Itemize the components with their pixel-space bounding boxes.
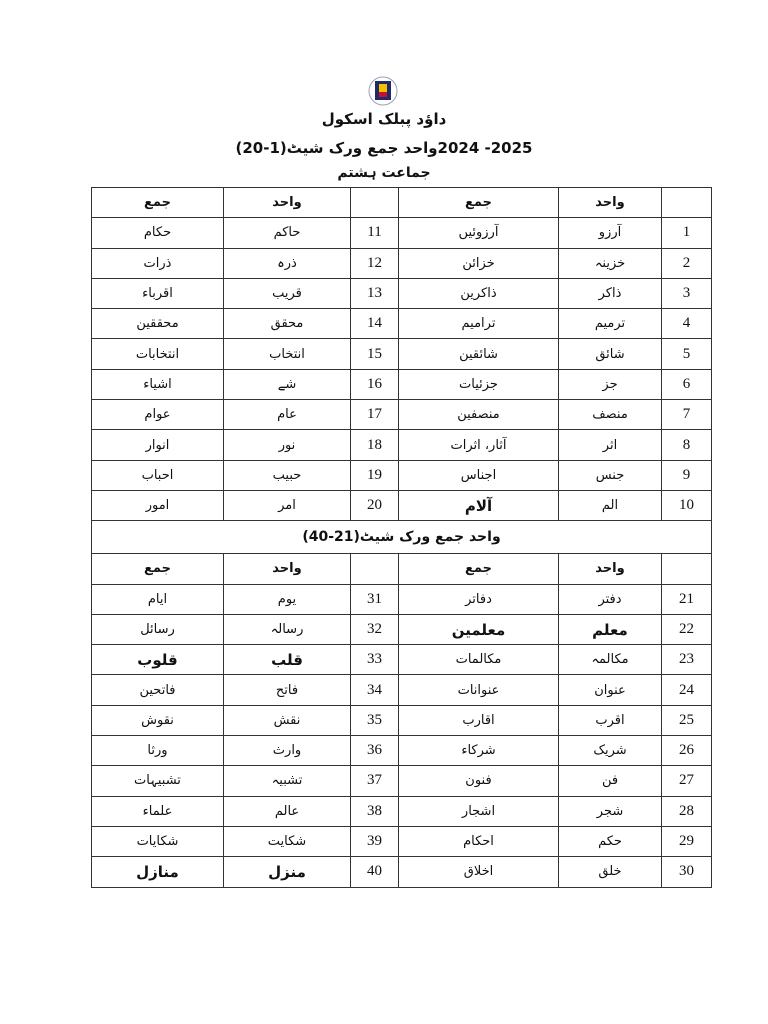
singular-cell: معلم — [559, 614, 662, 644]
plural-cell: آثار، اثرات — [399, 430, 559, 460]
number-cell: 32 — [351, 614, 399, 644]
header-number — [351, 554, 399, 584]
table-row — [92, 460, 712, 490]
table-row — [92, 675, 712, 705]
singular-cell: تشبیہ — [224, 766, 351, 796]
table-row — [92, 736, 712, 766]
plural-cell: رسائل — [92, 614, 224, 644]
singular-cell: عنوان — [559, 675, 662, 705]
plural-cell: مکالمات — [399, 645, 559, 675]
number-cell: 18 — [351, 430, 399, 460]
number-cell: 5 — [662, 339, 712, 369]
plural-cell: جزئیات — [399, 369, 559, 399]
number-cell: 24 — [662, 675, 712, 705]
singular-cell: شکایت — [224, 826, 351, 856]
plural-cell: ورثا — [92, 736, 224, 766]
plural-cell: اخلاق — [399, 857, 559, 887]
number-cell: 29 — [662, 826, 712, 856]
singular-cell: ذاکر — [559, 278, 662, 308]
singular-cell: منصف — [559, 400, 662, 430]
header-number — [662, 554, 712, 584]
plural-cell: خزائن — [399, 248, 559, 278]
plural-cell: حکام — [92, 218, 224, 248]
number-cell: 38 — [351, 796, 399, 826]
table-row — [92, 826, 712, 856]
table-row — [92, 584, 712, 614]
plural-cell: شکایات — [92, 826, 224, 856]
plural-cell: امور — [92, 490, 224, 520]
singular-cell: جز — [559, 369, 662, 399]
table-row — [92, 766, 712, 796]
plural-cell: احباب — [92, 460, 224, 490]
plural-cell: آرزوئیں — [399, 218, 559, 248]
singular-cell: جنس — [559, 460, 662, 490]
number-cell: 7 — [662, 400, 712, 430]
header-number — [351, 188, 399, 218]
plural-cell: منصفین — [399, 400, 559, 430]
header-singular: واحد — [559, 554, 662, 584]
number-cell: 36 — [351, 736, 399, 766]
singular-cell: شجر — [559, 796, 662, 826]
header-plural: جمع — [399, 188, 559, 218]
singular-cell: مکالمہ — [559, 645, 662, 675]
singular-cell: فاتح — [224, 675, 351, 705]
header-singular: واحد — [559, 188, 662, 218]
plural-cell: ایام — [92, 584, 224, 614]
table-row — [92, 278, 712, 308]
plural-cell: اجناس — [399, 460, 559, 490]
number-cell: 27 — [662, 766, 712, 796]
plural-cell: تشبیہات — [92, 766, 224, 796]
singular-cell: دفتر — [559, 584, 662, 614]
plural-cell: انوار — [92, 430, 224, 460]
plural-cell: ترامیم — [399, 309, 559, 339]
number-cell: 1 — [662, 218, 712, 248]
singular-cell: نقش — [224, 705, 351, 735]
singular-cell: شائق — [559, 339, 662, 369]
number-cell: 37 — [351, 766, 399, 796]
number-cell: 30 — [662, 857, 712, 887]
table-row — [92, 857, 712, 887]
singular-cell: ترمیم — [559, 309, 662, 339]
number-cell: 26 — [662, 736, 712, 766]
number-cell: 13 — [351, 278, 399, 308]
singular-cell: امر — [224, 490, 351, 520]
singular-cell: ذرہ — [224, 248, 351, 278]
table-row — [92, 430, 712, 460]
singular-cell: نور — [224, 430, 351, 460]
number-cell: 20 — [351, 490, 399, 520]
singular-cell: عالم — [224, 796, 351, 826]
plural-cell: اقرباء — [92, 278, 224, 308]
singular-cell: قریب — [224, 278, 351, 308]
number-cell: 11 — [351, 218, 399, 248]
school-logo — [366, 76, 400, 106]
plural-cell: نقوش — [92, 705, 224, 735]
plural-cell: شائقین — [399, 339, 559, 369]
plural-cell: قلوب — [92, 645, 224, 675]
number-cell: 8 — [662, 430, 712, 460]
number-cell: 35 — [351, 705, 399, 735]
number-cell: 39 — [351, 826, 399, 856]
singular-cell: حبیب — [224, 460, 351, 490]
worksheet-title: 2025- 2024واحد جمع ورک شیٹ(1-20) — [235, 139, 533, 157]
number-cell: 28 — [662, 796, 712, 826]
table-row — [92, 218, 712, 248]
singular-cell: اقرب — [559, 705, 662, 735]
plural-cell: علماء — [92, 796, 224, 826]
number-cell: 25 — [662, 705, 712, 735]
plural-cell: آلام — [399, 490, 559, 520]
header-singular: واحد — [224, 554, 351, 584]
number-cell: 2 — [662, 248, 712, 278]
number-cell: 33 — [351, 645, 399, 675]
singular-cell: یوم — [224, 584, 351, 614]
header-plural: جمع — [399, 554, 559, 584]
worksheet-table — [91, 187, 712, 888]
table-row — [92, 645, 712, 675]
number-cell: 3 — [662, 278, 712, 308]
singular-cell: انتخاب — [224, 339, 351, 369]
number-cell: 17 — [351, 400, 399, 430]
table-header-row — [92, 554, 712, 584]
number-cell: 10 — [662, 490, 712, 520]
singular-cell: حاکم — [224, 218, 351, 248]
plural-cell: دفاتر — [399, 584, 559, 614]
table-row — [92, 796, 712, 826]
plural-cell: انتخابات — [92, 339, 224, 369]
plural-cell: محققین — [92, 309, 224, 339]
singular-cell: الم — [559, 490, 662, 520]
header-plural: جمع — [92, 554, 224, 584]
number-cell: 34 — [351, 675, 399, 705]
singular-cell: شریک — [559, 736, 662, 766]
singular-cell: قلب — [224, 645, 351, 675]
number-cell: 21 — [662, 584, 712, 614]
singular-cell: آرزو — [559, 218, 662, 248]
singular-cell: خزینہ — [559, 248, 662, 278]
plural-cell: اقارب — [399, 705, 559, 735]
plural-cell: عنوانات — [399, 675, 559, 705]
header-plural: جمع — [92, 188, 224, 218]
section-title-row — [92, 521, 712, 554]
table-row — [92, 614, 712, 644]
singular-cell: رسالہ — [224, 614, 351, 644]
singular-cell: منزل — [224, 857, 351, 887]
table-row — [92, 248, 712, 278]
plural-cell: معلمین — [399, 614, 559, 644]
plural-cell: احکام — [399, 826, 559, 856]
number-cell: 12 — [351, 248, 399, 278]
number-cell: 40 — [351, 857, 399, 887]
table-row — [92, 339, 712, 369]
plural-cell: شرکاء — [399, 736, 559, 766]
singular-cell: حکم — [559, 826, 662, 856]
singular-cell: وارث — [224, 736, 351, 766]
number-cell: 15 — [351, 339, 399, 369]
table-row — [92, 309, 712, 339]
singular-cell: عام — [224, 400, 351, 430]
singular-cell: شے — [224, 369, 351, 399]
class-name: جماعت ہشتم — [337, 165, 431, 181]
table-row — [92, 400, 712, 430]
plural-cell: اشجار — [399, 796, 559, 826]
plural-cell: فنون — [399, 766, 559, 796]
plural-cell: عوام — [92, 400, 224, 430]
header-number — [662, 188, 712, 218]
table-row — [92, 705, 712, 735]
plural-cell: ذرات — [92, 248, 224, 278]
plural-cell: منازل — [92, 857, 224, 887]
number-cell: 19 — [351, 460, 399, 490]
plural-cell: اشیاء — [92, 369, 224, 399]
singular-cell: اثر — [559, 430, 662, 460]
table-header-row — [92, 188, 712, 218]
number-cell: 4 — [662, 309, 712, 339]
table-row — [92, 490, 712, 520]
singular-cell: فن — [559, 766, 662, 796]
number-cell: 14 — [351, 309, 399, 339]
plural-cell: ذاکرین — [399, 278, 559, 308]
number-cell: 16 — [351, 369, 399, 399]
number-cell: 9 — [662, 460, 712, 490]
number-cell: 22 — [662, 614, 712, 644]
number-cell: 6 — [662, 369, 712, 399]
number-cell: 23 — [662, 645, 712, 675]
table-row — [92, 369, 712, 399]
singular-cell: خلق — [559, 857, 662, 887]
header-singular: واحد — [224, 188, 351, 218]
plural-cell: فاتحین — [92, 675, 224, 705]
singular-cell: محقق — [224, 309, 351, 339]
number-cell: 31 — [351, 584, 399, 614]
school-name: داؤد پبلک اسکول — [321, 110, 447, 128]
section-title: واحد جمع ورک شیٹ(21-40) — [92, 521, 712, 554]
